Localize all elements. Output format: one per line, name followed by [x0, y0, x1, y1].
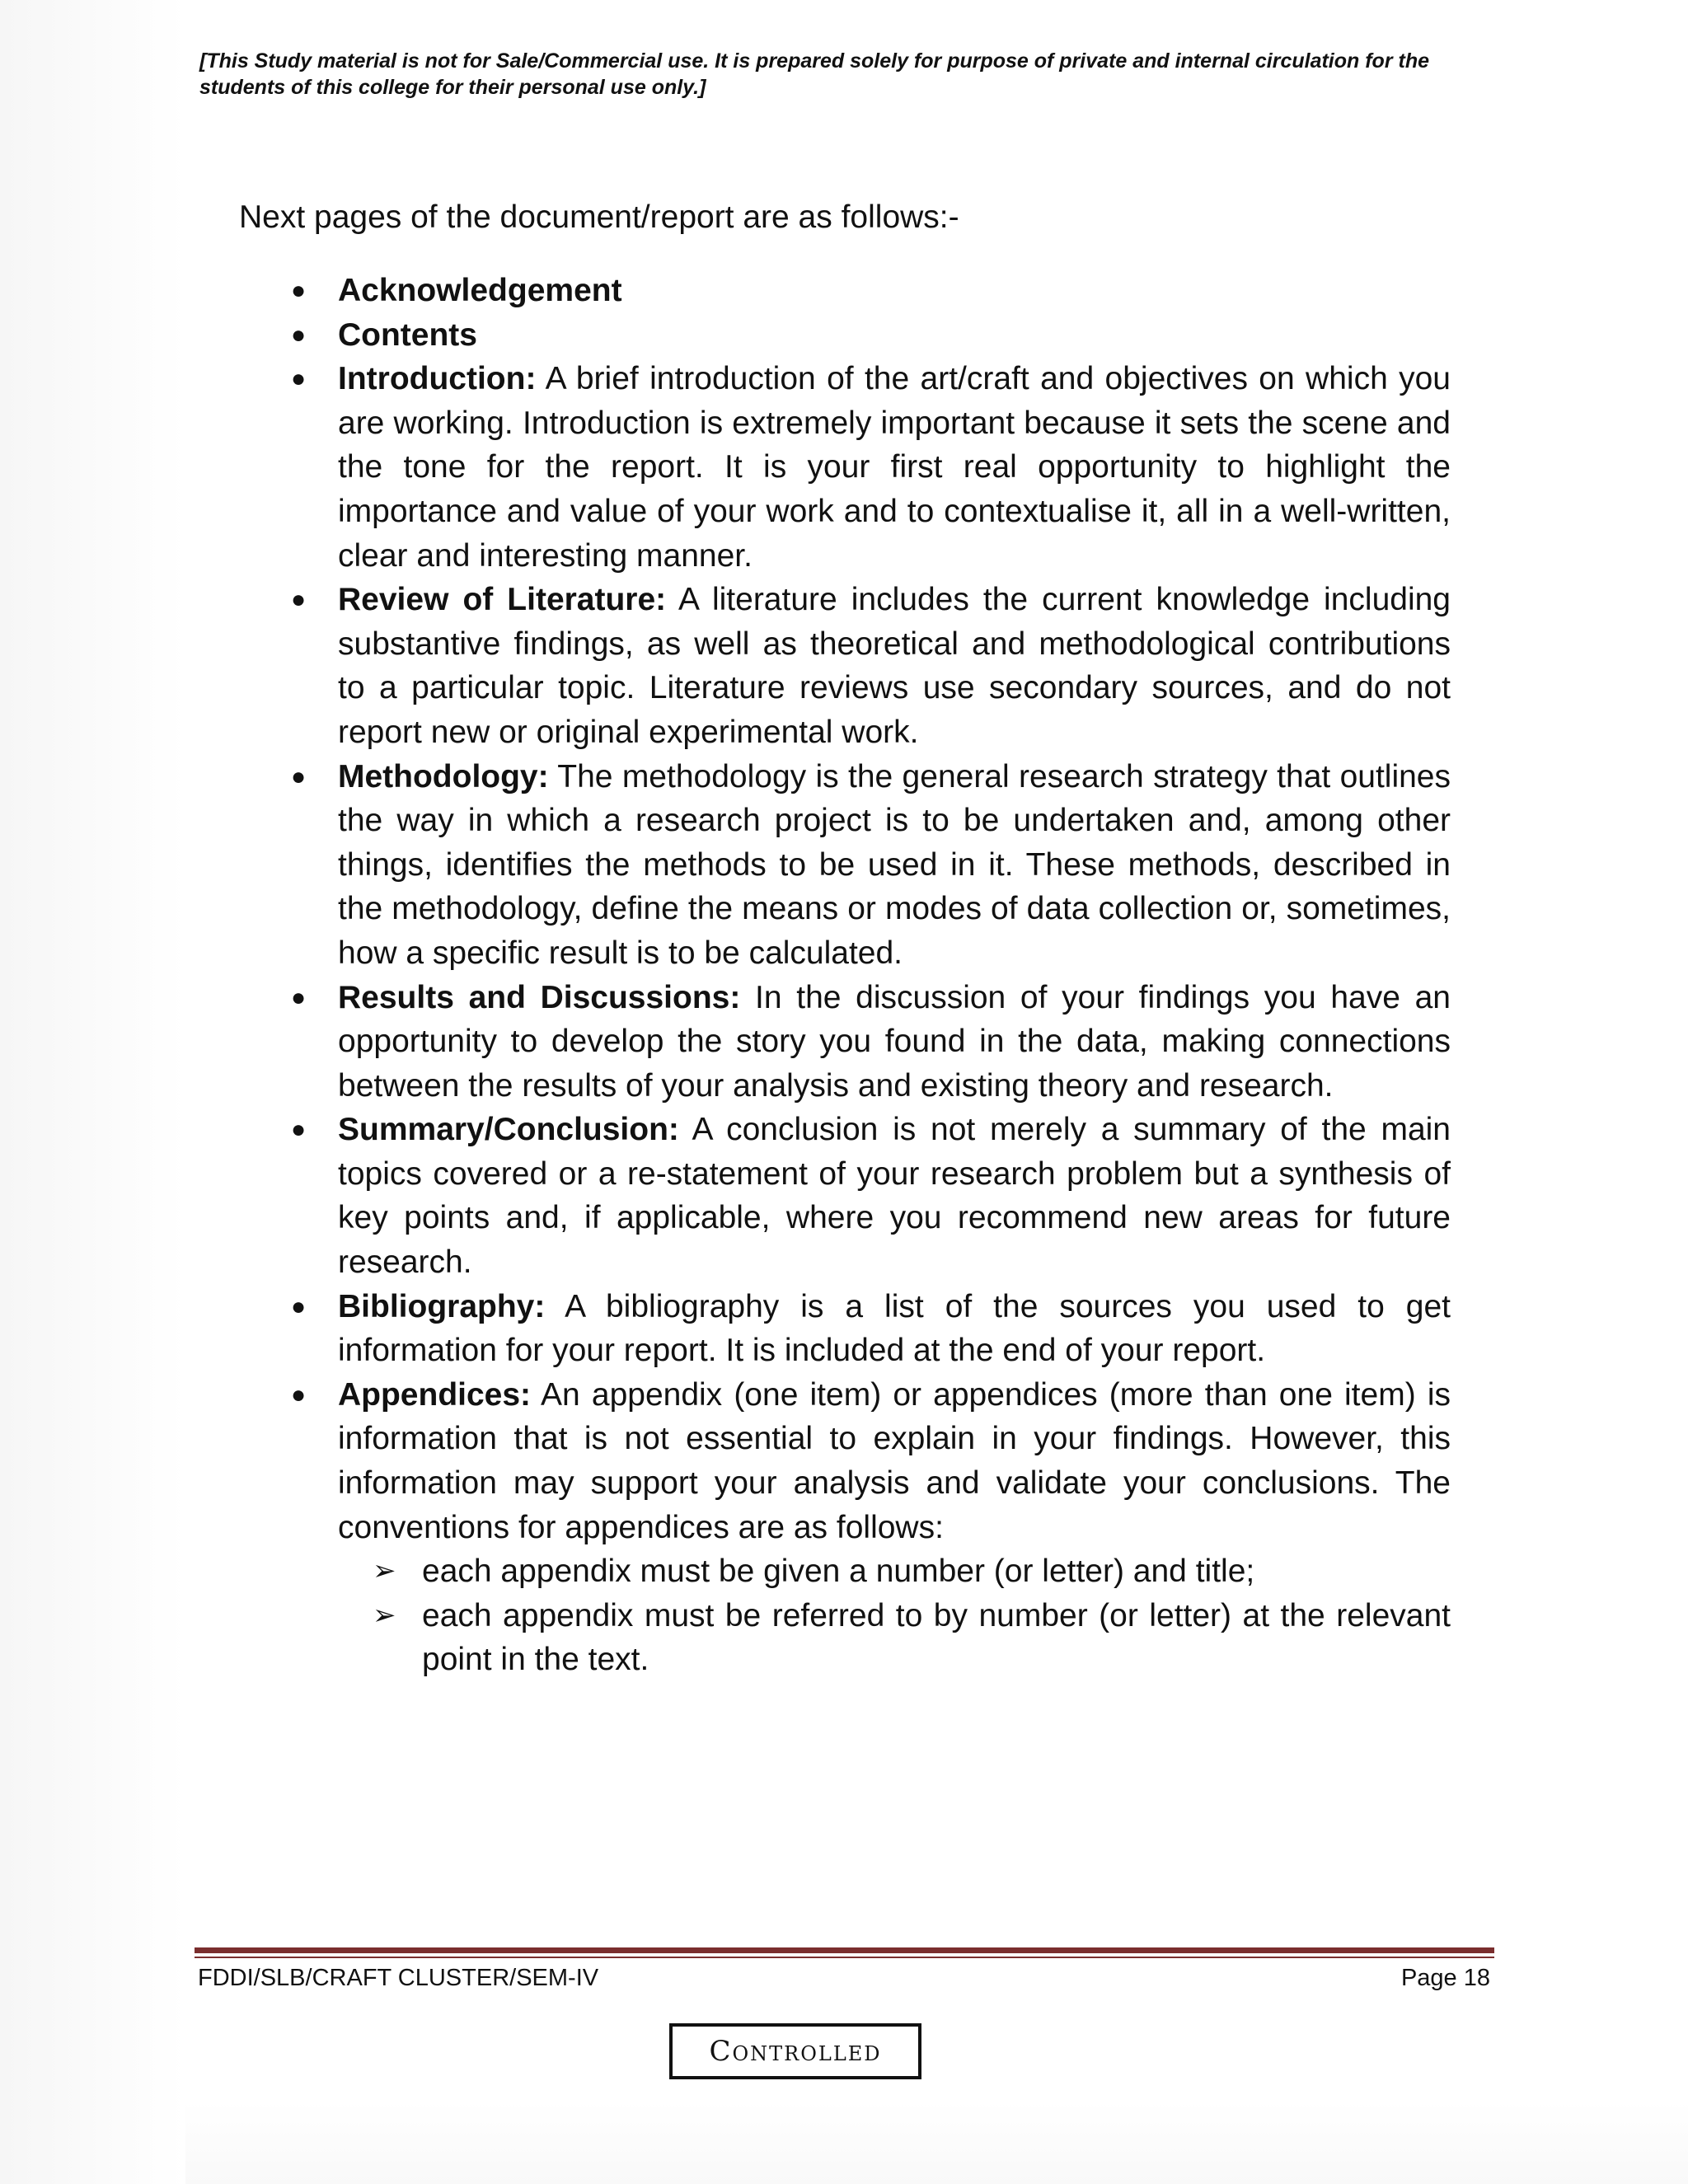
list-item [284, 755, 1451, 976]
sub-list-item [338, 1594, 1451, 1682]
bullet-dot-icon: ● [291, 586, 307, 614]
item-text: A bibliography is a list of the sources you used to get information for your report. It is included at the end of your report. [338, 1288, 1451, 1369]
scan-bottom-shade [185, 2102, 1688, 2184]
item-text: An appendix (one item) or appendices (more than one item) is information that is not essential to explain in your findings. However, this information may support your analysis and validate your conclusions. The conventions for appendices are as follows: [338, 1376, 1451, 1545]
list-item [284, 269, 1451, 313]
arrow-right-icon: ➢ [373, 1599, 396, 1631]
list-item [284, 578, 1451, 754]
bullet-dot-icon: ● [291, 1116, 307, 1144]
list-item [284, 1285, 1451, 1373]
disclaimer-header: [This Study material is not for Sale/Commercial use. It is prepared solely for purpose of private and internal circulation for the students of this college for their personal use only.] [199, 49, 1430, 99]
bullet-dot-icon: ● [291, 762, 307, 790]
controlled-stamp: Controlled [669, 2023, 921, 2079]
item-title: Contents [338, 316, 477, 353]
list-item [284, 1373, 1451, 1682]
item-text: In the discussion of your findings you have an opportunity to develop the story you found in the data, making connections between the results of your analysis and existing theory and research. [338, 979, 1451, 1104]
arrow-right-icon: ➢ [373, 1555, 396, 1587]
item-title: Appendices: [338, 1376, 532, 1413]
item-title: Results and Discussions: [338, 979, 741, 1015]
item-text: A literature includes the current knowledge including substantive findings, as well as theoretical and methodological contributions to a particular topic. Literature reviews use secondary sources, and do not report new or original experimental work. [338, 582, 1451, 750]
sub-item-text: each appendix must be given a number (or letter) and title; [422, 1554, 1255, 1590]
sub-list-item [338, 1549, 1451, 1594]
item-title: Acknowledgement [338, 273, 622, 308]
intro-text: Next pages of the document/report are as follows:- [239, 199, 959, 235]
item-text: The methodology is the general research strategy that outlines the way in which a research project is to be undertaken and, among other things, identifies the methods to be used in it. These methods, described in the methodology, define the means or modes of data collection or, sometimes, how a specific result is to be calculated. [338, 758, 1451, 971]
item-title: Bibliography: [338, 1288, 546, 1324]
footer-document-code: FDDI/SLB/CRAFT CLUSTER/SEM-IV [198, 1965, 599, 1991]
item-text: A conclusion is not merely a summary of the main topics covered or a re-statement of your research problem but a synthesis of key points and, if applicable, where you recommend new areas for future research. [338, 1112, 1451, 1281]
list-item [284, 976, 1451, 1108]
bullet-dot-icon: ● [291, 277, 307, 304]
item-text: A brief introduction of the art/craft and objectives on which you are working. Introduction is extremely important because it sets the scene and the tone for the report. It is your first real opportunity to highlight the importance and value of your work and to contextualise it, all in a well-written, clear and interesting manner. [338, 361, 1451, 574]
bullet-dot-icon: ● [291, 1380, 307, 1408]
bullet-dot-icon: ● [291, 321, 307, 349]
bullet-dot-icon: ● [291, 983, 307, 1011]
footer-divider-thin [195, 1957, 1494, 1958]
bullet-dot-icon: ● [291, 365, 307, 393]
bullet-dot-icon: ● [291, 1292, 307, 1320]
list-item [284, 1108, 1451, 1284]
item-title: Methodology: [338, 758, 549, 794]
appendix-conventions-list [338, 1549, 1451, 1682]
footer-page-number: Page 18 [1400, 1965, 1490, 1991]
scan-edge-shade [0, 0, 185, 2184]
item-title: Summary/Conclusion: [338, 1112, 679, 1148]
footer-divider-thick [195, 1947, 1494, 1953]
sub-item-text: each appendix must be referred to by number (or letter) at the relevant point in the text. [422, 1597, 1451, 1678]
item-title: Review of Literature: [338, 582, 667, 618]
list-item [284, 313, 1451, 358]
report-sections-list [284, 269, 1451, 1682]
item-title: Introduction: [338, 361, 537, 397]
list-item [284, 357, 1451, 578]
